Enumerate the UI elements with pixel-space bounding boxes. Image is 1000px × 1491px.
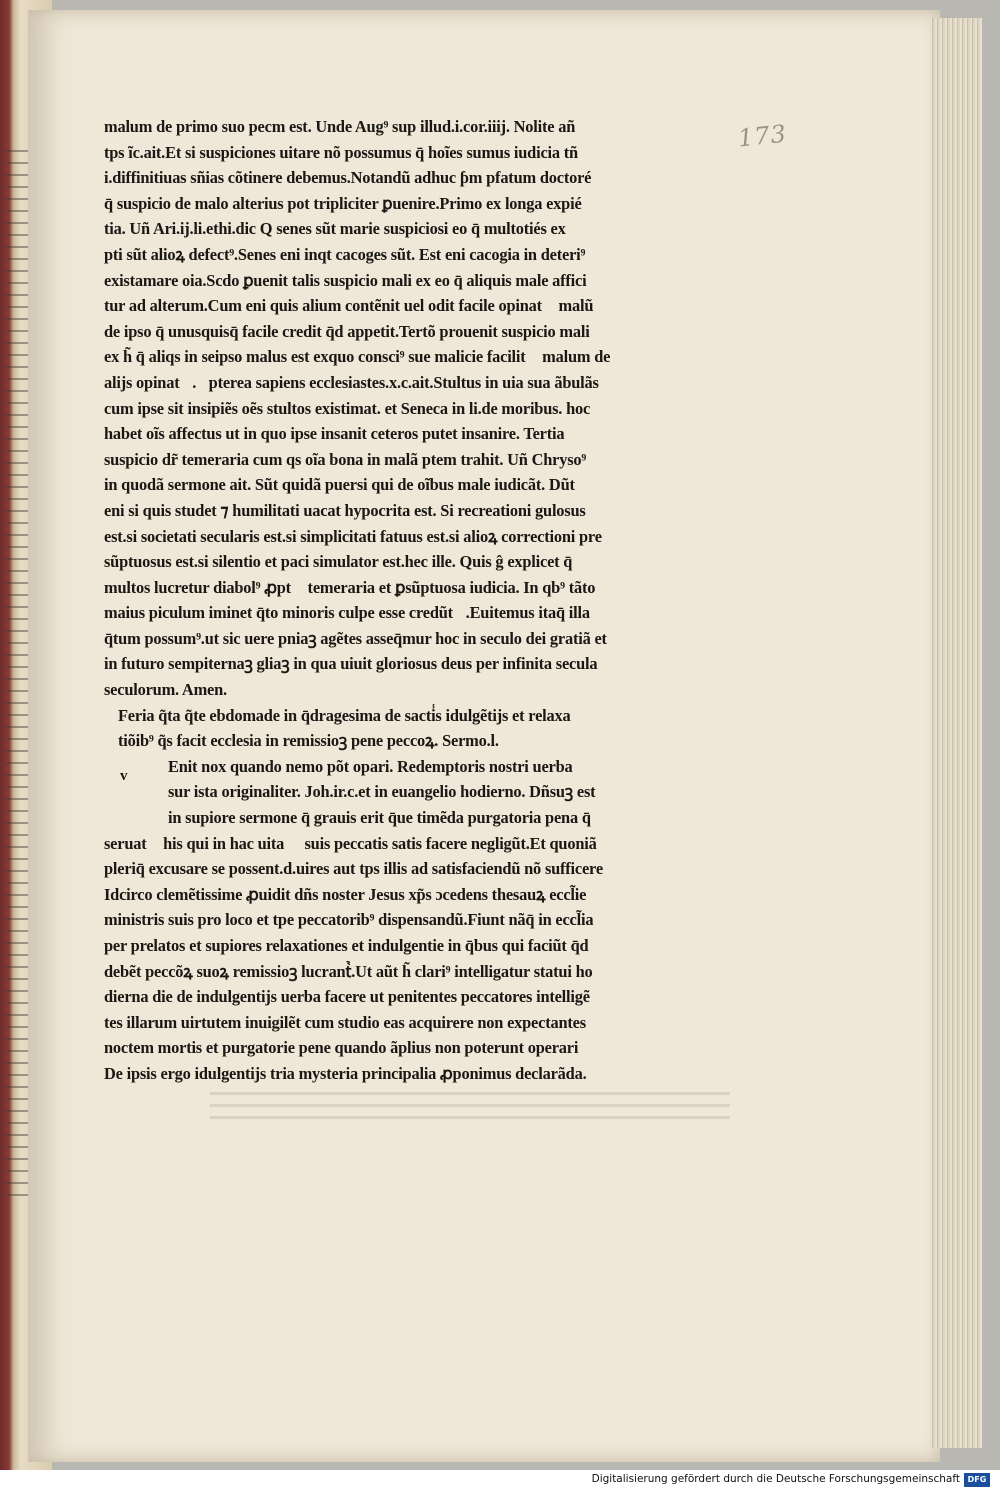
text-line: in quodã sermone ait. Sũt quidã puersi qui de oĩbus male iudicãt. Dũt [104, 475, 575, 495]
heading-line-text: tiõib⁹ q̃s facit ecclesia in remissioꝫ pene peccoꝝ. [118, 731, 439, 751]
text-line: sũptuosus est.si silentio et paci simulator est.hec ille. Quis ĝ explicet q̄ [104, 552, 573, 572]
text-line: multos lucretur diabol⁹ ꝓptᷣ temeraria et ꝑsũptuosa iudicia. In qb⁹ tãto [104, 577, 596, 597]
folio-number: 173 [736, 119, 789, 153]
text-line: habet oĩs affectus ut in quo ipse insanit ceteros putet insanire. Tertia [104, 424, 565, 444]
text-line: debẽt peccõꝝ suoꝝ remissioꝫ lucrantᷣ.Ut aũt h̃ clari⁹ intelligatur statui ho [104, 961, 593, 981]
sermon-number: Sermo.l. [442, 731, 499, 751]
page-fore-edge [930, 18, 982, 1448]
text-line: maius piculum iminet q̄to minoris culpe esse credũtᷣ.Euitemus itaq̄ illa [104, 603, 590, 623]
text-line: suspicio dr̃ temeraria cum qs oĩa bona in malã ptem trahit. Uñ Chryso⁹ [104, 449, 587, 469]
text-line: alijs opinatᷣ.ꝓpterea sapiens ecclesiastes.x.c.ait.Stultus in uia sua ãbulãs [104, 372, 599, 392]
text-line: sur ista originaliter. Joh.ir.c.et in euangelio hodierno. Dñsuꝫ est [168, 782, 596, 802]
funding-credit: Digitalisierung gefördert durch die Deutsche Forschungsgemeinschaft [591, 1473, 960, 1485]
text-line: est.si societati secularis est.si simplicitati fatuus est.si alioꝝ correctioni pre [104, 526, 602, 546]
text-line: q̄ suspicio de malo alterius pot tripliciter ꝑuenire.Primo ex longa expié [104, 193, 582, 213]
heading-line [104, 728, 744, 754]
text-line: existamare oia.Scdo ꝑuenit talis suspicio mali ex eo q̄ aliquis male affici [104, 270, 587, 290]
text-line: pleriq̄ excusare se possent.d.uires aut tps illis ad satisfaciendũ nõ sufficere [104, 859, 603, 879]
continued-text [104, 114, 744, 703]
text-line: dierna die de indulgentijs uerba facere ut penitentes peccatores intelligẽ [104, 987, 590, 1007]
text-line: cum ipse sit insipiẽs oẽs stultos existimat. et Seneca in li.de moribus. hoc [104, 398, 591, 418]
text-line: tur ad alterum.Cum eni quis alium contẽnit uel odit facile opinatᷣ malũ [104, 296, 594, 316]
text-line: q̄tum possum⁹.ut sic uere pniaꝫ agẽtes asseq̄mur hoc in seculo dei gratiã et [104, 628, 607, 648]
text-line: tia. Uñ Ari.ij.li.ethi.dic Q senes sũt marie suspiciosi eo q̄ multotiés ex [104, 219, 566, 239]
text-line: per prelatos et supiores relaxationes et indulgentie in q̄bus qui faciũt q̄d [104, 936, 589, 955]
text-line: ex h̃ q̄ aliqs in seipso malus est exquo consci⁹ sue malicie facilitᷣ malum de [104, 347, 611, 367]
footer-bar [0, 1470, 1000, 1491]
text-line: seculorum. Amen. [104, 680, 227, 700]
text-line: eni si quis studet ⁊ humilitati uacat hypocrita est. Si recreationi gulosus [104, 500, 586, 520]
text-line: Enit nox quando nemo põt opari. Redemptoris nostri uerba [168, 756, 573, 776]
sermon-body [104, 831, 744, 1087]
sermon-opening [104, 754, 744, 831]
text-line: noctem mortis et purgatorie pene quando ãplius non poterunt operari [104, 1038, 579, 1058]
text-line: tes illarum uirtutem inuigilẽt cum studio eas acquirere non expectantes [104, 1012, 586, 1032]
text-line: ministris suis pro loco et tpe peccatorib⁹ dispensandũ.Fiunt nãq̄ in eccl̃ia [104, 910, 594, 930]
dfg-logo-icon: DFG [964, 1473, 990, 1487]
text-line: i.diffinitiuas sñias cõtinere debemus.Notandũ adhuc ƥm pfatum doctoré [104, 168, 592, 188]
text-line: seruatᷣ his qui in hac uita ꝓ suis peccatis satis facere negligũt.Et quoniã [104, 833, 597, 853]
text-line: in futuro sempiternaꝫ gliaꝫ in qua uiuit gloriosus deus per infinita secula [104, 654, 598, 674]
show-through-text [210, 1092, 730, 1128]
text-line: pti sũt alioꝝ defect⁹.Senes eni inqt cacoges sũt. Est eni cacogia in deteri⁹ [104, 244, 586, 264]
text-line: Idcirco clemẽtissime ꝓuidit dñs noster Jesus xp̃s ɔcedens thesauꝝ eccl̃ie [104, 884, 587, 904]
text-line: de ipso q̄ unusquisq̄ facile credit q̄d appetit.Tertõ prouenit suspicio mali [104, 321, 590, 341]
text-line: tps ĩc.ait.Et si suspiciones uitare nõ possumus q̄ hoĩes sumus iudicia tñ [104, 142, 578, 162]
text-line: in supiore sermone q̄ grauis erit q̄ue timẽda purgatoria pena q̄ [168, 808, 591, 828]
main-text-block [104, 114, 744, 1087]
text-line: De ipsis ergo idulgentijs tria mysteria principalia ꝓponimus declarãda. [104, 1063, 587, 1083]
drop-initial-guide-letter: v [120, 768, 128, 784]
sermon-heading [104, 703, 744, 754]
heading-line: Feria q̃ta q̃te ebdomade in q̄dragesima de sacti̾s idulgẽtijs et relaxa [118, 705, 571, 725]
text-line: malum de primo suo pecm est. Unde Aug⁹ sup illud.i.cor.iiij. Nolite añ [104, 117, 576, 136]
